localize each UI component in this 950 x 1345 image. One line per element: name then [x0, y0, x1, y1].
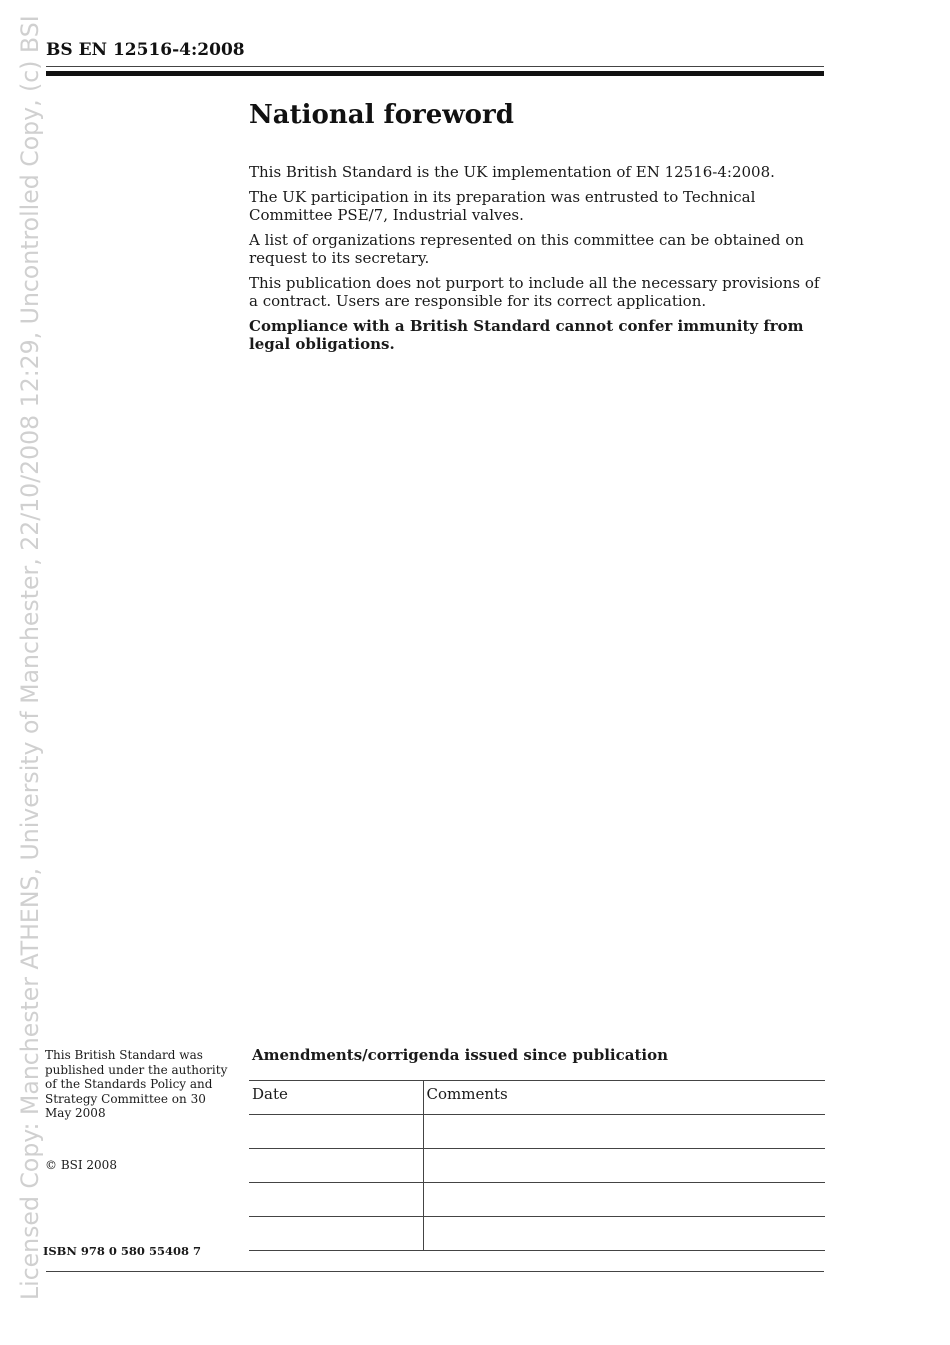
table-cell-date: [249, 1149, 423, 1183]
header-rule-thin: [46, 66, 824, 67]
compliance-statement: Compliance with a British Standard cannot confer immunity from legal obligations.: [249, 317, 804, 353]
foreword-paragraph: This British Standard is the UK implementation of EN 12516-4:2008.: [249, 163, 775, 181]
footer-rule: [46, 1271, 824, 1272]
table-cell-comments: [423, 1149, 825, 1183]
table-cell-comments: [423, 1217, 825, 1251]
table-cell-date: [249, 1183, 423, 1217]
column-header-date: Date: [249, 1081, 423, 1115]
table-cell-comments: [423, 1183, 825, 1217]
table-cell-comments: [423, 1115, 825, 1149]
foreword-paragraph: This publication does not purport to include all the necessary provisions of a contract. Users are responsible for its correct application.: [249, 274, 820, 310]
table-row: [249, 1115, 825, 1149]
header-rule-thick: [46, 71, 824, 76]
license-watermark: Licensed Copy: Manchester ATHENS, University of Manchester, 22/10/2008 12:29, Uncontrolled Copy, (c) BSI: [16, 15, 44, 1300]
foreword-body: [249, 163, 827, 360]
amendments-title: Amendments/corrigenda issued since publication: [252, 1046, 668, 1064]
publication-note: This British Standard was published under the authority of the Standards Policy and Strategy Committee on 30 May 2008: [45, 1048, 228, 1120]
table-cell-date: [249, 1217, 423, 1251]
table-row: [249, 1217, 825, 1251]
table-row: [249, 1149, 825, 1183]
foreword-paragraph: The UK participation in its preparation was entrusted to Technical Committee PSE/7, Industrial valves.: [249, 188, 756, 224]
column-header-comments: Comments: [423, 1081, 825, 1115]
document-id: BS EN 12516-4:2008: [46, 40, 245, 60]
foreword-paragraph: A list of organizations represented on this committee can be obtained on request to its secretary.: [249, 231, 804, 267]
table-row: [249, 1183, 825, 1217]
page-title: National foreword: [249, 100, 514, 130]
copyright-notice: © BSI 2008: [45, 1158, 117, 1172]
table-cell-date: [249, 1115, 423, 1149]
amendments-table: [249, 1080, 825, 1251]
table-header-row: [249, 1081, 825, 1115]
isbn: ISBN 978 0 580 55408 7: [43, 1244, 201, 1258]
